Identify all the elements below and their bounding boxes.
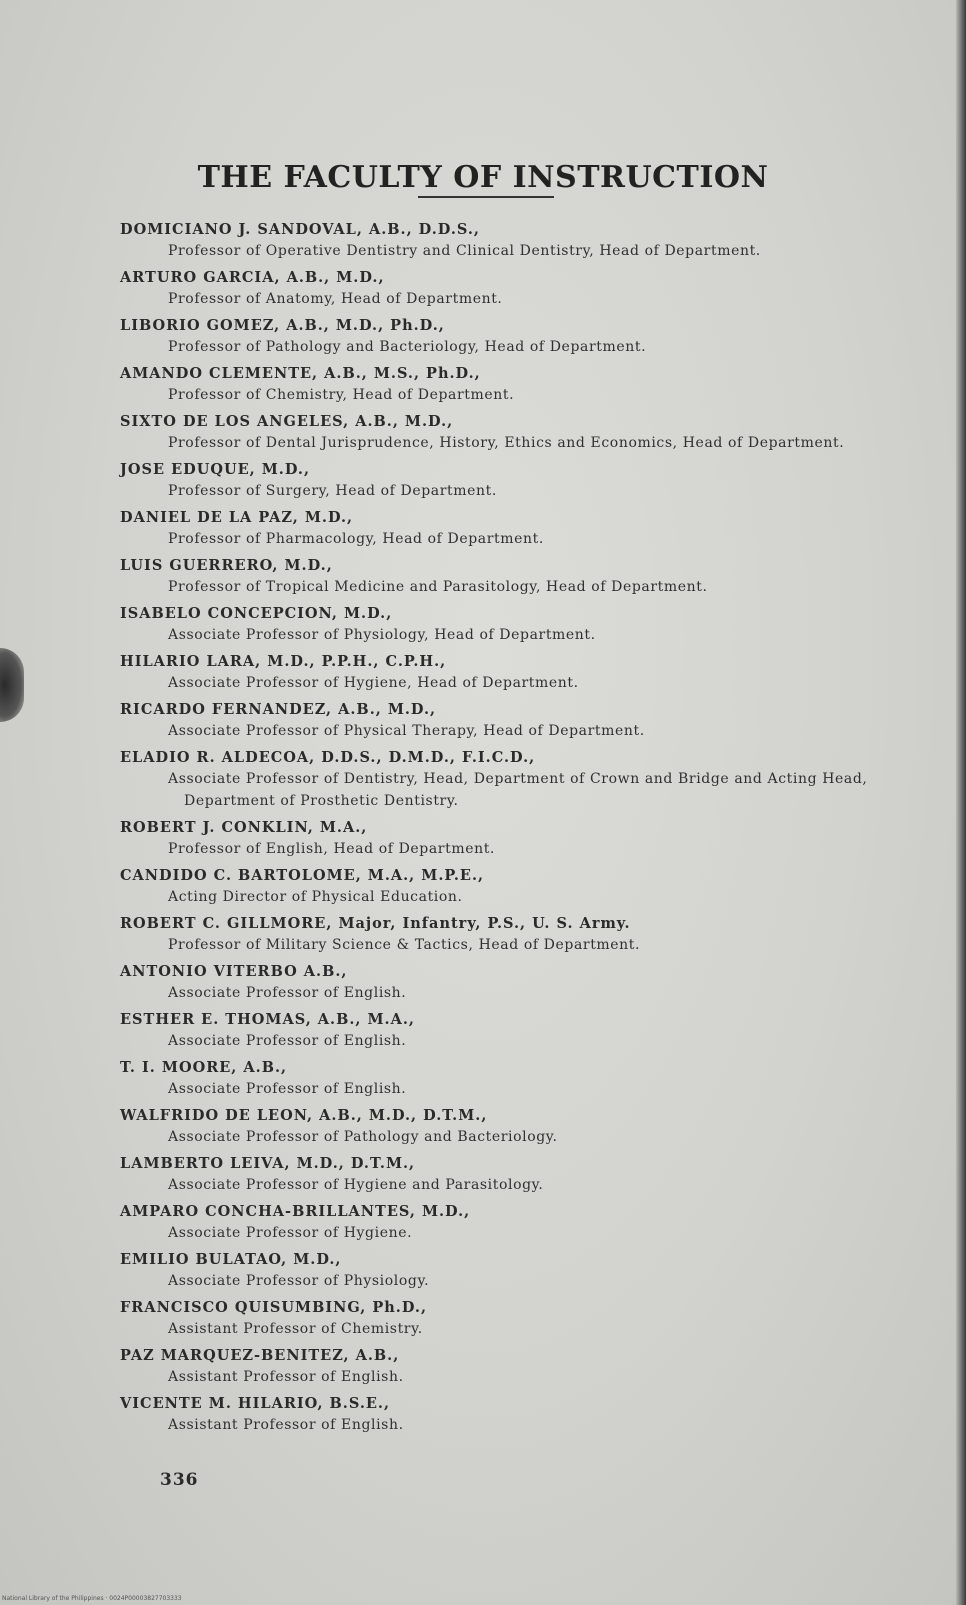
- faculty-position: Professor of Pathology and Bacteriology, Head of Department.: [168, 339, 647, 355]
- faculty-list: [120, 220, 920, 1442]
- faculty-entry: [120, 1346, 920, 1388]
- faculty-entry: [120, 1106, 920, 1148]
- faculty-name: AMANDO CLEMENTE, A.B., M.S., Ph.D.,: [120, 365, 481, 382]
- faculty-entry: [120, 962, 920, 1004]
- faculty-name: LUIS GUERRERO, M.D.,: [120, 557, 333, 574]
- faculty-position: Professor of Pharmacology, Head of Department.: [168, 531, 544, 547]
- faculty-position: Associate Professor of English.: [168, 985, 407, 1001]
- faculty-entry: [120, 508, 920, 550]
- faculty-position: Associate Professor of Pathology and Bacteriology.: [168, 1129, 558, 1145]
- faculty-name: SIXTO DE LOS ANGELES, A.B., M.D.,: [120, 413, 454, 430]
- faculty-name: ROBERT C. GILLMORE, Major, Infantry, P.S., U. S. Army.: [120, 915, 631, 932]
- faculty-name: ESTHER E. THOMAS, A.B., M.A.,: [120, 1011, 415, 1028]
- faculty-name: LIBORIO GOMEZ, A.B., M.D., Ph.D.,: [120, 317, 445, 334]
- faculty-entry: [120, 1202, 920, 1244]
- faculty-entry: [120, 1010, 920, 1052]
- faculty-position: Professor of Operative Dentistry and Clinical Dentistry, Head of Department.: [168, 243, 761, 259]
- faculty-position: Assistant Professor of Chemistry.: [168, 1321, 423, 1337]
- faculty-position: Associate Professor of Hygiene.: [168, 1225, 413, 1241]
- faculty-name: T. I. MOORE, A.B.,: [120, 1059, 288, 1076]
- faculty-position: Associate Professor of Hygiene and Parasitology.: [168, 1177, 544, 1193]
- page-edge-shadow: [956, 0, 966, 1605]
- faculty-position: Associate Professor of English.: [168, 1033, 407, 1049]
- faculty-entry: [120, 364, 920, 406]
- faculty-name: WALFRIDO DE LEON, A.B., M.D., D.T.M.,: [120, 1107, 488, 1124]
- faculty-entry: [120, 652, 920, 694]
- faculty-position: Professor of Surgery, Head of Department.: [168, 483, 497, 499]
- faculty-entry: [120, 460, 920, 502]
- page-title: THE FACULTY OF INSTRUCTION: [197, 160, 769, 196]
- faculty-position: Acting Director of Physical Education.: [168, 889, 463, 905]
- faculty-name: FRANCISCO QUISUMBING, Ph.D.,: [120, 1299, 427, 1316]
- faculty-name: DOMICIANO J. SANDOVAL, A.B., D.D.S.,: [120, 221, 480, 238]
- page-number: 336: [160, 1470, 199, 1490]
- faculty-name: ANTONIO VITERBO A.B.,: [120, 963, 348, 980]
- faculty-entry: [120, 220, 920, 262]
- faculty-position: Professor of Tropical Medicine and Parasitology, Head of Department.: [168, 579, 708, 595]
- faculty-entry: [120, 914, 920, 956]
- faculty-name: JOSE EDUQUE, M.D.,: [120, 461, 311, 478]
- faculty-position: Associate Professor of Dentistry, Head, Department of Crown and Bridge and Acting Head, Department of Prosthetic Dentistry.: [168, 771, 868, 809]
- faculty-position: Professor of English, Head of Department.: [168, 841, 495, 857]
- faculty-name: CANDIDO C. BARTOLOME, M.A., M.P.E.,: [120, 867, 485, 884]
- faculty-name: LAMBERTO LEIVA, M.D., D.T.M.,: [120, 1155, 416, 1172]
- faculty-position: Professor of Anatomy, Head of Department.: [168, 291, 503, 307]
- faculty-position: Associate Professor of Physiology.: [168, 1273, 430, 1289]
- faculty-name: ELADIO R. ALDECOA, D.D.S., D.M.D., F.I.C.D.,: [120, 749, 536, 766]
- faculty-name: DANIEL DE LA PAZ, M.D.,: [120, 509, 354, 526]
- faculty-position: Associate Professor of Physiology, Head of Department.: [168, 627, 596, 643]
- faculty-entry: [120, 1154, 920, 1196]
- faculty-entry: [120, 556, 920, 598]
- faculty-entry: [120, 1058, 920, 1100]
- faculty-position: Assistant Professor of English.: [168, 1417, 404, 1433]
- faculty-position: Associate Professor of Physical Therapy, Head of Department.: [168, 723, 645, 739]
- faculty-position: Professor of Military Science & Tactics, Head of Department.: [168, 937, 641, 953]
- faculty-name: RICARDO FERNANDEZ, A.B., M.D.,: [120, 701, 437, 718]
- faculty-entry: [120, 268, 920, 310]
- faculty-position: Associate Professor of Hygiene, Head of Department.: [168, 675, 579, 691]
- faculty-position: Assistant Professor of English.: [168, 1369, 404, 1385]
- faculty-entry: [120, 316, 920, 358]
- faculty-name: AMPARO CONCHA-BRILLANTES, M.D.,: [120, 1203, 471, 1220]
- faculty-entry: [120, 412, 920, 454]
- faculty-name: HILARIO LARA, M.D., P.P.H., C.P.H.,: [120, 653, 447, 670]
- faculty-name: VICENTE M. HILARIO, B.S.E.,: [120, 1395, 391, 1412]
- faculty-position: Associate Professor of English.: [168, 1081, 407, 1097]
- faculty-name: ISABELO CONCEPCION, M.D.,: [120, 605, 393, 622]
- faculty-entry: [120, 604, 920, 646]
- faculty-entry: [120, 866, 920, 908]
- binding-mark: [0, 648, 24, 722]
- faculty-entry: [120, 748, 920, 812]
- faculty-name: ARTURO GARCIA, A.B., M.D.,: [120, 269, 385, 286]
- faculty-entry: [120, 818, 920, 860]
- title-rule: [418, 196, 554, 198]
- faculty-name: PAZ MARQUEZ-BENITEZ, A.B.,: [120, 1347, 400, 1364]
- faculty-name: EMILIO BULATAO, M.D.,: [120, 1251, 342, 1268]
- faculty-entry: [120, 1394, 920, 1436]
- faculty-position: Professor of Dental Jurisprudence, History, Ethics and Economics, Head of Department.: [168, 435, 845, 451]
- footer-credit: National Library of the Philippines · 0024P00003827703333: [2, 1595, 182, 1602]
- faculty-name: ROBERT J. CONKLIN, M.A.,: [120, 819, 368, 836]
- faculty-position: Professor of Chemistry, Head of Department.: [168, 387, 515, 403]
- faculty-entry: [120, 1298, 920, 1340]
- faculty-entry: [120, 1250, 920, 1292]
- faculty-entry: [120, 700, 920, 742]
